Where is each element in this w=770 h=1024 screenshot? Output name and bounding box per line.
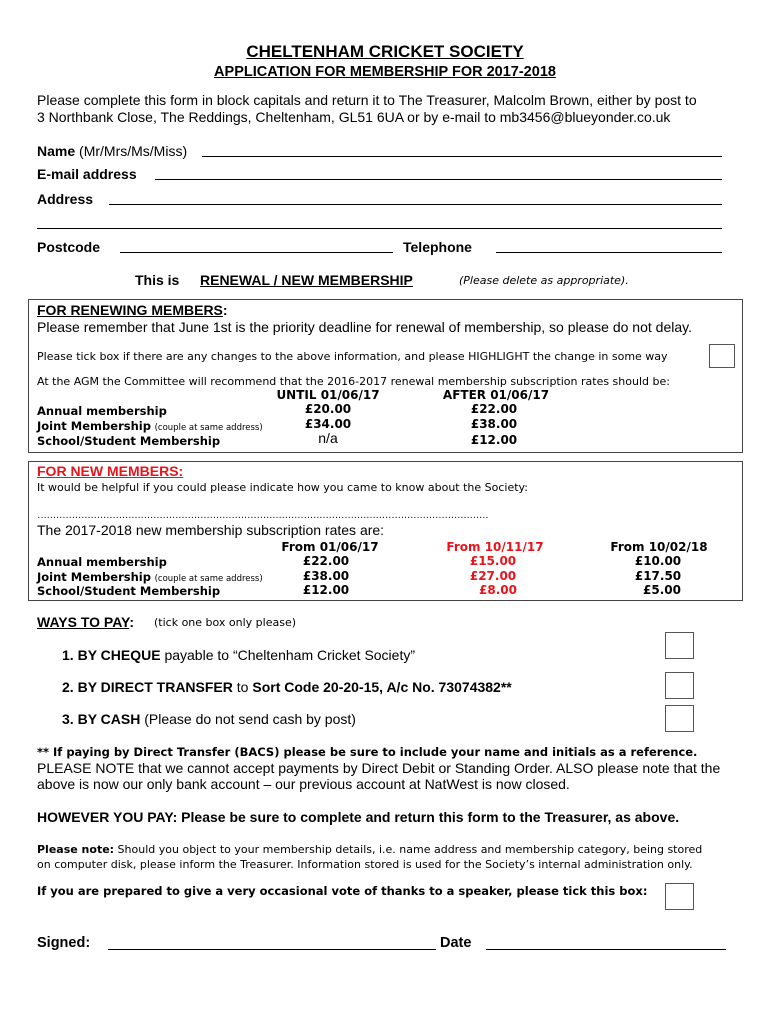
ways-to-pay-colon: : — [129, 614, 135, 630]
new-row-joint-v3: £17.50 — [634, 569, 682, 583]
email-field-line[interactable] — [155, 179, 722, 180]
changes-checkbox[interactable] — [709, 344, 735, 368]
however-you-pay: HOWEVER YOU PAY: Please be sure to complete and return this form to the Treasurer, as above. — [37, 809, 680, 825]
renewing-row-joint-label: Joint Membership — [37, 419, 151, 433]
pay-option-cheque-rest: payable to “Cheltenham Cricket Society” — [160, 647, 416, 663]
ways-to-pay-heading-group — [37, 614, 134, 630]
new-row-joint-v1: £38.00 — [302, 569, 350, 583]
vote-of-thanks-checkbox[interactable] — [665, 883, 694, 910]
pay-option-cash — [62, 711, 356, 727]
renewing-row-annual-label: Annual membership — [37, 404, 167, 418]
renewing-row-student-v2: £12.00 — [470, 433, 518, 447]
new-rates-intro: The 2017-2018 new membership subscription rates are: — [37, 522, 385, 538]
renewing-tick-text: Please tick box if there are any changes to the above information, and please HIGHLIGHT the change in some way — [37, 350, 668, 363]
postcode-field-line[interactable] — [120, 252, 393, 253]
date-label: Date — [440, 935, 472, 951]
ways-to-pay-hint: (tick one box only please) — [154, 616, 297, 629]
renewing-row-joint-label-group — [37, 419, 263, 433]
renewing-row-joint-v2: £38.00 — [470, 417, 518, 431]
new-row-annual-label: Annual membership — [37, 555, 167, 569]
transfer-checkbox[interactable] — [665, 672, 694, 699]
intro-line-1: Please complete this form in block capitals and return it to The Treasurer, Malcolm Brown, either by post to — [37, 92, 697, 108]
new-row-annual-v2: £15.00 — [469, 554, 517, 568]
address-label: Address — [37, 191, 94, 207]
new-members-heading: FOR NEW MEMBERS: — [37, 463, 184, 479]
renewing-heading-group — [37, 302, 228, 318]
renewing-row-joint-note: (couple at same address) — [154, 423, 263, 433]
renewing-row-annual-v1: £20.00 — [304, 402, 352, 416]
agm-text: At the AGM the Committee will recommend that the 2016-2017 renewal membership subscription rates should be: — [37, 375, 670, 388]
signed-label: Signed: — [37, 935, 91, 951]
new-row-joint-note: (couple at same address) — [154, 574, 263, 584]
name-hint: (Mr/Mrs/Ms/Miss) — [79, 143, 188, 159]
new-col-feb: From 10/02/18 — [610, 540, 708, 554]
renewing-row-annual-v2: £22.00 — [470, 402, 518, 416]
data-note-line-1 — [37, 843, 702, 856]
cheque-checkbox[interactable] — [665, 632, 694, 659]
new-col-jun: From 01/06/17 — [281, 540, 379, 554]
notice-line-1: PLEASE NOTE that we cannot accept payments by Direct Debit or Standing Order. ALSO please note that the — [37, 760, 721, 776]
pay-option-cash-bold: BY CASH — [77, 711, 141, 727]
address-field-line-1[interactable] — [109, 204, 722, 205]
bacs-note: ** If paying by Direct Transfer (BACS) please be sure to include your name and initials as a reference. — [37, 745, 698, 759]
email-label: E-mail address — [37, 166, 137, 182]
referral-dotted-line[interactable]: ……………………………………………………………………………………………………………………………… — [37, 510, 489, 521]
new-row-joint-v2: £27.00 — [469, 569, 517, 583]
telephone-field-line[interactable] — [496, 252, 722, 253]
postcode-label: Postcode — [37, 239, 101, 255]
renewing-col-until: UNTIL 01/06/17 — [276, 388, 380, 402]
address-field-line-2[interactable] — [37, 228, 722, 229]
new-row-annual-v3: £10.00 — [634, 554, 682, 568]
membership-type-note: (Please delete as appropriate). — [459, 274, 629, 287]
renewing-row-student-label: School/Student Membership — [37, 434, 221, 448]
ways-to-pay-heading: WAYS TO PAY — [37, 614, 130, 630]
renewing-reminder: Please remember that June 1st is the priority deadline for renewal of membership, so please do not delay. — [37, 319, 692, 335]
membership-type-prefix: This is — [135, 272, 180, 288]
pay-option-cheque-bold: BY CHEQUE — [77, 647, 161, 663]
pay-option-cash-rest: (Please do not send cash by post) — [140, 711, 356, 727]
new-row-joint-label-group — [37, 570, 263, 584]
name-label: Name — [37, 143, 76, 159]
pay-option-transfer — [62, 679, 512, 695]
data-note-label: Please note: — [37, 843, 115, 856]
name-label-group — [37, 143, 187, 159]
new-row-student-v1: £12.00 — [302, 583, 350, 597]
renewing-heading: FOR RENEWING MEMBERS — [37, 302, 223, 318]
pay-option-cheque — [62, 647, 415, 663]
renewing-row-joint-v1: £34.00 — [304, 417, 352, 431]
notice-line-2: above is now our only bank account – our previous account at NatWest is now closed. — [37, 776, 570, 792]
renewing-row-student-v1: n/a — [318, 430, 338, 446]
cash-checkbox[interactable] — [665, 705, 694, 732]
pay-option-transfer-bank: Sort Code 20-20-15, A/c No. 73074382** — [252, 679, 512, 695]
data-note-text: Should you object to your membership details, i.e. name address and membership category, being stored — [114, 843, 703, 856]
form-title: CHELTENHAM CRICKET SOCIETY — [246, 42, 524, 61]
intro-line-2: 3 Northbank Close, The Reddings, Cheltenham, GL51 6UA or by e-mail to mb3456@blueyonder.co.uk — [37, 109, 671, 125]
membership-type-choice[interactable]: RENEWAL / NEW MEMBERSHIP — [200, 272, 413, 288]
form-subtitle: APPLICATION FOR MEMBERSHIP FOR 2017-2018 — [214, 64, 556, 80]
new-members-prompt: It would be helpful if you could please indicate how you came to know about the Society: — [37, 481, 528, 494]
pay-option-transfer-rest: to — [232, 679, 253, 695]
pay-option-cash-num: 3. — [62, 711, 74, 727]
telephone-label: Telephone — [403, 239, 472, 255]
renewing-heading-colon: : — [222, 302, 228, 318]
new-row-student-label: School/Student Membership — [37, 584, 221, 598]
data-note-line-2: on computer disk, please inform the Treasurer. Information stored is used for the Society’s internal administration only. — [37, 858, 693, 871]
new-row-joint-label: Joint Membership — [37, 570, 151, 584]
pay-option-transfer-num: 2. — [62, 679, 74, 695]
pay-option-cheque-num: 1. — [62, 647, 74, 663]
new-row-annual-v1: £22.00 — [302, 554, 350, 568]
name-field-line[interactable] — [202, 156, 722, 157]
new-row-student-v2: £8.00 — [479, 583, 517, 597]
signature-line[interactable] — [108, 949, 436, 950]
pay-option-transfer-bold: BY DIRECT TRANSFER — [77, 679, 233, 695]
new-col-nov: From 10/11/17 — [446, 540, 544, 554]
new-row-student-v3: £5.00 — [643, 583, 681, 597]
renewing-col-after: AFTER 01/06/17 — [442, 388, 550, 402]
vote-of-thanks-text: If you are prepared to give a very occasional vote of thanks to a speaker, please tick this box: — [37, 884, 648, 898]
date-line[interactable] — [486, 949, 726, 950]
